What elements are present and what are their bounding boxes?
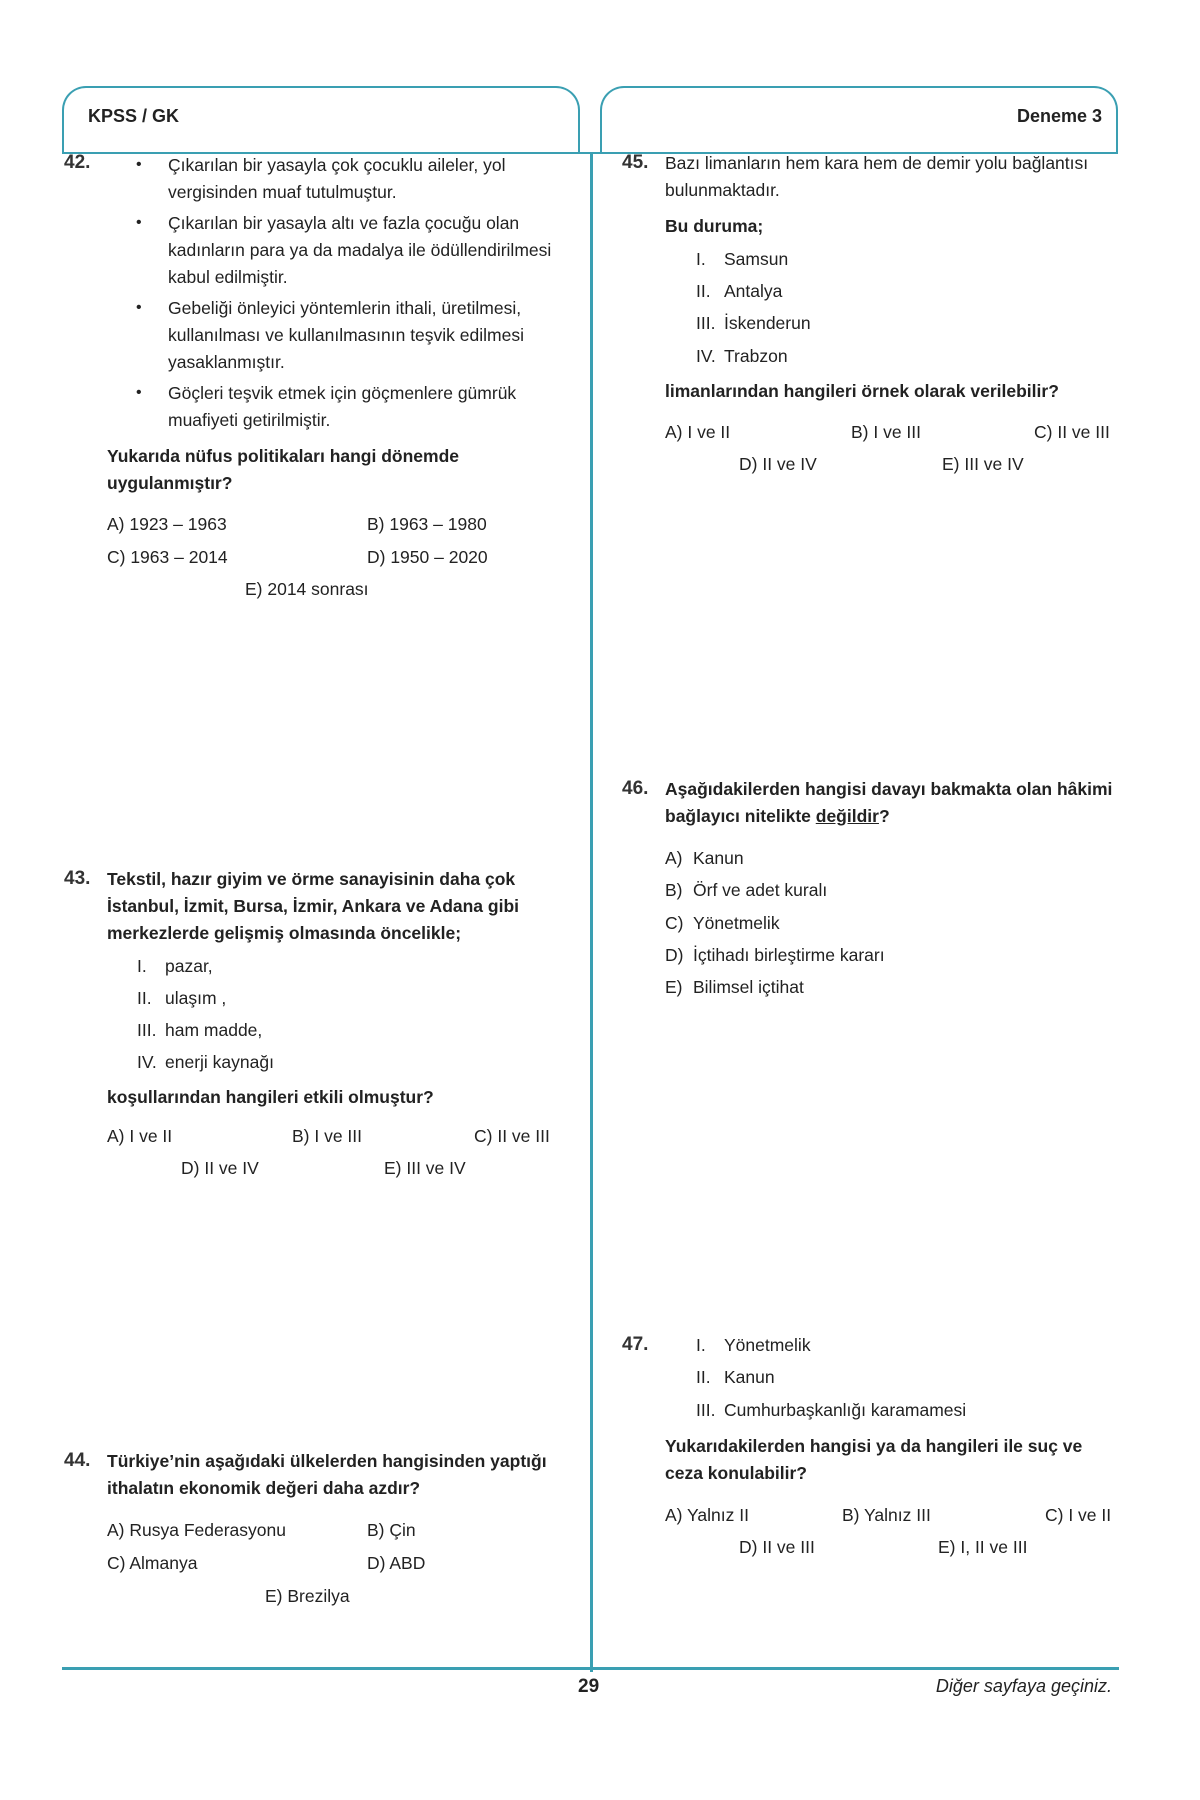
option-a[interactable]	[665, 848, 744, 869]
item-text: ham madde,	[165, 1020, 263, 1040]
test-title: Deneme 3	[1016, 106, 1102, 126]
option-text: Kanun	[693, 848, 744, 868]
option-e[interactable]: E) III ve IV	[384, 1158, 466, 1178]
item-numeral: II.	[137, 988, 152, 1008]
item-numeral: IV.	[137, 1052, 157, 1072]
option-b[interactable]: B) I ve III	[851, 422, 922, 442]
item-numeral: III.	[137, 1020, 157, 1040]
option-d[interactable]: D) II ve IV	[739, 454, 817, 474]
option-d[interactable]: D) II ve III	[739, 1537, 815, 1557]
numeral-item	[696, 1367, 775, 1388]
option-e[interactable]: E) Brezilya	[265, 1586, 350, 1606]
numeral-item	[696, 249, 788, 270]
next-page-note: Diğer sayfaya geçiniz.	[935, 1676, 1112, 1696]
numeral-item	[696, 313, 811, 334]
question-number: 47.	[622, 1334, 649, 1355]
bullet-icon: •	[136, 156, 142, 173]
bullet-text: Çıkarılan bir yasayla çok çocuklu aileler, yol vergisinden muaf tutulmuştur.	[168, 155, 506, 202]
item-numeral: I.	[137, 956, 147, 976]
question-number: 45.	[622, 152, 649, 173]
option-e[interactable]: E) III ve IV	[942, 454, 1024, 474]
page-number: 29	[578, 1676, 600, 1697]
header-left-box	[62, 86, 580, 154]
question-stem	[665, 776, 1118, 830]
item-numeral: IV.	[696, 346, 716, 366]
option-letter: B)	[665, 880, 683, 900]
option-text: Bilimsel içtihat	[693, 977, 804, 997]
question-text: limanlarından hangileri örnek olarak verilebilir?	[665, 381, 1059, 401]
option-d[interactable]	[665, 945, 885, 966]
question-number: 43.	[64, 868, 91, 889]
stem-emphasis: değildir	[815, 806, 879, 826]
item-text: Cumhurbaşkanlığı karamamesi	[724, 1400, 967, 1420]
numeral-item	[137, 988, 226, 1009]
item-numeral: III.	[696, 1400, 716, 1420]
option-a[interactable]: A) I ve II	[107, 1126, 173, 1146]
option-e[interactable]	[665, 977, 804, 998]
item-text: ulaşım ,	[165, 988, 227, 1008]
footer-rule	[62, 1667, 1119, 1670]
header-right-box	[600, 86, 1118, 154]
stem-end: ?	[878, 806, 890, 826]
option-text: Yönetmelik	[693, 913, 780, 933]
item-numeral: III.	[696, 313, 716, 333]
option-text: Örf ve adet kuralı	[693, 880, 828, 900]
item-numeral: I.	[696, 249, 706, 269]
numeral-item	[696, 346, 788, 367]
option-b[interactable]: B) Yalnız III	[842, 1505, 931, 1525]
item-text: Samsun	[724, 249, 789, 269]
bullet-icon: •	[136, 299, 142, 316]
option-e[interactable]: E) 2014 sonrası	[245, 579, 369, 599]
question-stem: Bazı limanların hem kara hem de demir yolu bağlantısı bulunmaktadır.	[665, 153, 1089, 200]
option-d[interactable]: D) 1950 – 2020	[367, 547, 488, 567]
option-c[interactable]: C) Almanya	[107, 1553, 198, 1573]
option-a[interactable]: A) Yalnız II	[665, 1505, 749, 1525]
bullet-text: Göçleri teşvik etmek için göçmenlere gümrük muafiyeti getirilmiştir.	[168, 383, 517, 430]
item-numeral: II.	[696, 1367, 711, 1387]
option-c[interactable]: C) II ve III	[1034, 422, 1110, 442]
option-d[interactable]: D) II ve IV	[181, 1158, 259, 1178]
option-c[interactable]: C) I ve II	[1045, 1505, 1112, 1525]
numeral-item	[137, 956, 213, 977]
question-number: 44.	[64, 1450, 91, 1471]
item-text: enerji kaynağı	[165, 1052, 274, 1072]
item-text: Kanun	[724, 1367, 775, 1387]
option-text: İçtihadı birleştirme kararı	[693, 945, 885, 965]
column-divider	[590, 152, 593, 1672]
question-text: Yukarıda nüfus politikaları hangi dönemde uygulanmıştır?	[107, 446, 460, 493]
option-c[interactable]: C) 1963 – 2014	[107, 547, 228, 567]
option-b[interactable]: B) Çin	[367, 1520, 416, 1540]
numeral-item	[696, 281, 782, 302]
option-letter: D)	[665, 945, 684, 965]
question-text: Yukarıdakilerden hangisi ya da hangileri ile suç ve ceza konulabilir?	[665, 1436, 1083, 1483]
item-numeral: II.	[696, 281, 711, 301]
question-stem: Tekstil, hazır giyim ve örme sanayisinin daha çok İstanbul, İzmit, Bursa, İzmir, Ankara ve Adana gibi merkezlerde gelişmiş olmasında öncelikle;	[107, 869, 520, 943]
question-number: 42.	[64, 152, 91, 173]
item-text: İskenderun	[724, 313, 811, 333]
option-letter: A)	[665, 848, 683, 868]
option-e[interactable]: E) I, II ve III	[938, 1537, 1028, 1557]
option-letter: E)	[665, 977, 683, 997]
bullet-icon: •	[136, 384, 142, 401]
bullet-text: Gebeliği önleyici yöntemlerin ithali, üretilmesi, kullanılması ve kullanılmasının teşvik edilmesi yasaklanmıştır.	[168, 298, 524, 372]
option-letter: C)	[665, 913, 684, 933]
question-text: koşullarından hangileri etkili olmuştur?	[107, 1087, 434, 1107]
numeral-item	[137, 1020, 262, 1041]
item-text: Trabzon	[724, 346, 788, 366]
option-c[interactable]: C) II ve III	[474, 1126, 550, 1146]
item-text: Yönetmelik	[724, 1335, 811, 1355]
numeral-item	[696, 1335, 811, 1356]
bullet-icon: •	[136, 214, 142, 231]
item-text: Antalya	[724, 281, 783, 301]
option-a[interactable]: A) I ve II	[665, 422, 731, 442]
stem-text: Aşağıdakilerden hangisi davayı bakmakta olan hâkimi bağlayıcı nitelikte	[665, 779, 1113, 826]
numeral-item	[137, 1052, 274, 1073]
option-b[interactable]	[665, 880, 827, 901]
option-d[interactable]: D) ABD	[367, 1553, 426, 1573]
question-lead: Bu duruma;	[665, 216, 764, 236]
numeral-item	[696, 1400, 966, 1421]
option-b[interactable]: B) 1963 – 1980	[367, 514, 487, 534]
question-number: 46.	[622, 778, 649, 799]
option-a[interactable]: A) 1923 – 1963	[107, 514, 227, 534]
question-stem: Türkiye’nin aşağıdaki ülkelerden hangisinden yaptığı ithalatın ekonomik değeri daha azdır?	[107, 1451, 547, 1498]
bullet-text: Çıkarılan bir yasayla altı ve fazla çocuğu olan kadınların para ya da madalya ile ödüllendirilmesi kabul edilmiştir.	[168, 213, 552, 287]
item-text: pazar,	[165, 956, 213, 976]
option-c[interactable]	[665, 913, 780, 934]
option-a[interactable]: A) Rusya Federasyonu	[107, 1520, 286, 1540]
exam-title: KPSS / GK	[88, 106, 180, 126]
item-numeral: I.	[696, 1335, 706, 1355]
option-b[interactable]: B) I ve III	[292, 1126, 363, 1146]
